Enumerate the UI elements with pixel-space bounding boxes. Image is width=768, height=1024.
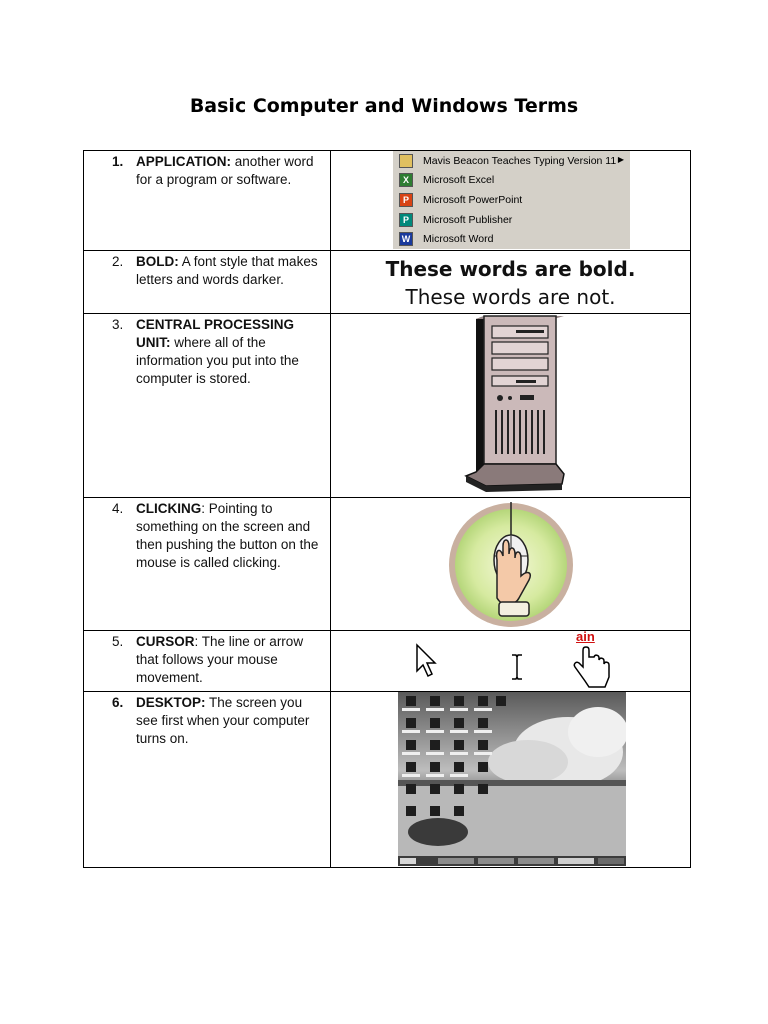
menu-item-label: Microsoft Excel (423, 174, 495, 187)
term-definition: : The line or arrow that follows your mouse movement. (136, 634, 304, 685)
term-number: 5. (112, 634, 124, 649)
excel-icon: X (399, 173, 413, 187)
word-icon: W (399, 232, 413, 246)
menu-item[interactable] (393, 151, 630, 171)
menu-item[interactable] (393, 210, 630, 230)
menu-item[interactable] (393, 190, 630, 210)
definition-text (136, 633, 324, 687)
term-definition: : Pointing to something on the screen and then pushing the button on the mouse is called clicking. (136, 501, 319, 570)
menu-item[interactable] (393, 171, 630, 191)
menu-item[interactable] (393, 229, 630, 249)
cursor-picture-cell (331, 631, 691, 692)
table-row (84, 251, 691, 314)
text-beam-cursor-icon (509, 653, 525, 683)
publisher-icon: P (399, 213, 413, 227)
definition-cell (84, 151, 331, 251)
term-name: APPLICATION: (136, 154, 231, 169)
definition-text (136, 694, 324, 748)
definition-cell (84, 314, 331, 498)
hand-on-mouse-icon (445, 498, 577, 630)
bold-example-cell (331, 251, 691, 314)
term-definition: The screen you see first when your computer turns on. (136, 695, 310, 746)
menu-item-label: Mavis Beacon Teaches Typing Version 11 (423, 154, 617, 167)
bold-example-text: These words are bold. (385, 257, 636, 281)
term-name: DESKTOP: (136, 695, 206, 710)
table-row (84, 631, 691, 692)
arrow-cursor-icon (415, 643, 439, 679)
term-name: CURSOR (136, 634, 195, 649)
term-name: CENTRAL PROCESSING UNIT: (136, 317, 295, 350)
program-menu (392, 151, 630, 249)
term-definition: where all of the information you put into the computer is stored. (136, 335, 299, 386)
page-title: Basic Computer and Windows Terms (189, 95, 579, 117)
cpu-picture-cell (331, 314, 691, 498)
menu-item-label: Microsoft Publisher (423, 213, 513, 226)
table-row (84, 151, 691, 251)
term-number: 2. (112, 254, 124, 269)
terms-table (83, 150, 691, 868)
term-name: BOLD: (136, 254, 179, 269)
term-number: 4. (112, 501, 124, 516)
submenu-arrow-icon: ▶ (617, 155, 624, 164)
definition-cell (84, 498, 331, 631)
desktop-picture-cell (331, 692, 691, 868)
clicking-picture-cell (331, 498, 691, 631)
definition-cell (84, 251, 331, 314)
term-number: 3. (112, 317, 124, 332)
application-picture-cell (331, 151, 691, 251)
term-number: 1. (112, 154, 124, 169)
definition-text (136, 500, 324, 572)
menu-item-label: Microsoft PowerPoint (423, 193, 523, 206)
powerpoint-icon: P (399, 193, 413, 207)
definition-text (136, 253, 324, 289)
definition-cell (84, 692, 331, 868)
definition-cell (84, 631, 331, 692)
hand-pointer-cursor-icon (571, 645, 615, 689)
term-number: 6. (112, 695, 124, 710)
menu-item-label: Microsoft Word (423, 233, 494, 246)
table-row (84, 692, 691, 868)
link-text: ain (576, 629, 595, 644)
definition-text (136, 316, 324, 388)
table-row (84, 498, 691, 631)
desktop-screenshot-image (398, 692, 626, 866)
table-row (84, 314, 691, 498)
term-definition: another word for a program or software. (136, 154, 314, 187)
term-name: CLICKING (136, 501, 202, 516)
plain-example-text: These words are not. (405, 285, 616, 309)
folder-icon (399, 154, 413, 168)
term-definition: A font style that makes letters and words darker. (136, 254, 318, 287)
definition-text (136, 153, 324, 189)
computer-tower-icon (436, 314, 576, 496)
